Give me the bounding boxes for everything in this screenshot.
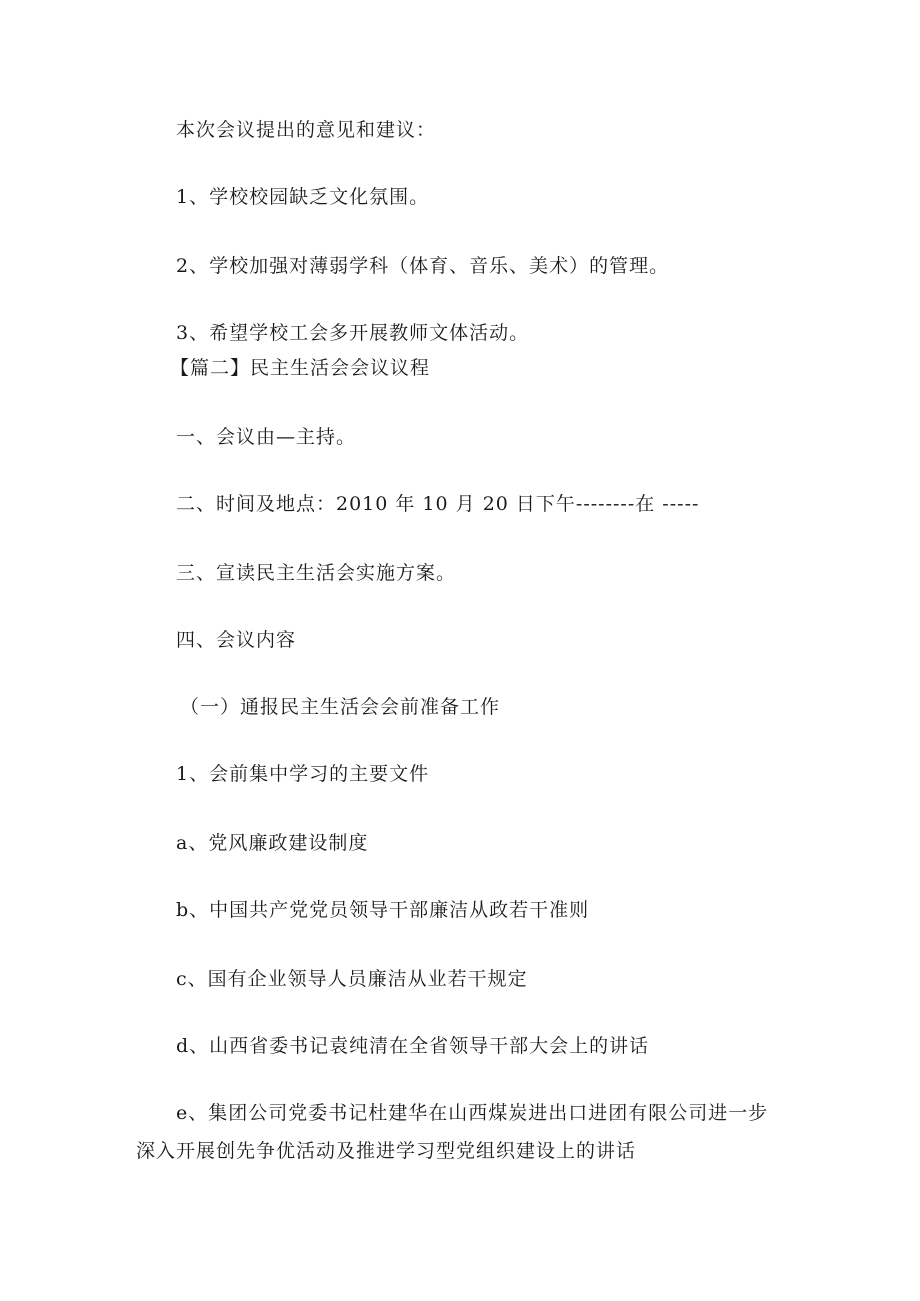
- document-item-b: b、中国共产党党员领导干部廉洁从政若干准则: [176, 899, 590, 921]
- section-title: 【篇二】民主生活会会议议程: [170, 357, 431, 379]
- agenda-item-1: 一、会议由—主持。: [176, 426, 357, 448]
- document-item-a: a、党风廉政建设制度: [176, 832, 369, 854]
- sub-section-title: （一）通报民主生活会会前准备工作: [180, 696, 501, 718]
- opinion-item-3: 3、希望学校工会多开展教师文体活动。: [176, 322, 530, 344]
- document-item-e: e、集团公司党委书记杜建华在山西煤炭进出口进团有限公司进一步深入开展创先争优活动及推进学习型党组织建设上的讲话: [136, 1102, 769, 1162]
- agenda-item-2: 二、时间及地点：2010 年 10 月 20 日下午--------在 -----: [176, 493, 700, 515]
- opinion-item-2: 2、学校加强对薄弱学科（体育、音乐、美术）的管理。: [176, 255, 670, 277]
- agenda-item-3: 三、宣读民主生活会实施方案。: [176, 562, 457, 584]
- agenda-item-4: 四、会议内容: [176, 629, 297, 651]
- opinions-heading: 本次会议提出的意见和建议：: [176, 119, 437, 141]
- document-item-c: c、国有企业领导人员廉洁从业若干规定: [176, 968, 528, 990]
- opinion-item-1: 1、学校校园缺乏文化氛围。: [176, 186, 430, 208]
- document-item-d: d、山西省委书记袁纯清在全省领导干部大会上的讲话: [176, 1035, 650, 1057]
- study-heading: 1、会前集中学习的主要文件: [176, 763, 430, 785]
